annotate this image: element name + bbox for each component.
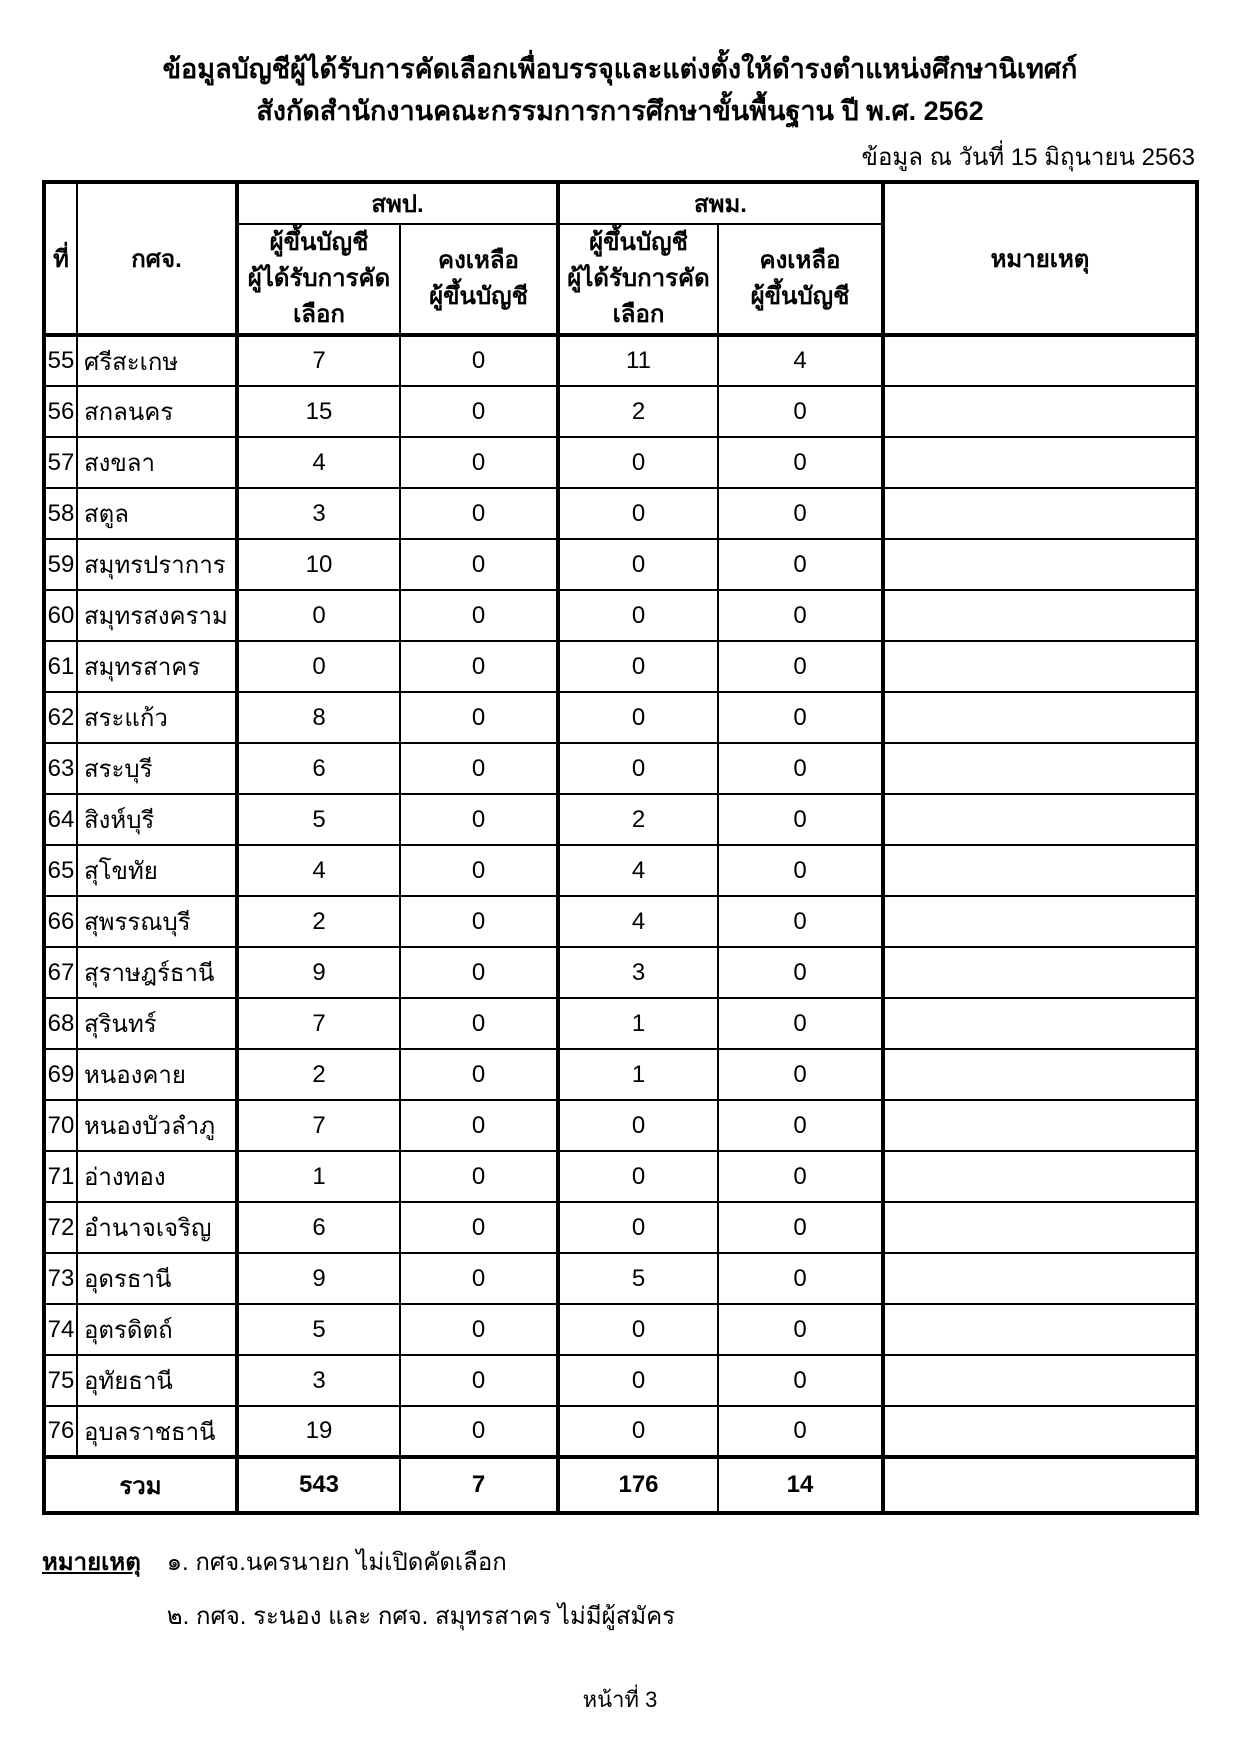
pp-listed-value: 7 bbox=[237, 335, 400, 386]
mm-remaining-value: 0 bbox=[718, 641, 883, 692]
mm-listed-value: 0 bbox=[558, 590, 718, 641]
remark-value bbox=[883, 692, 1197, 743]
row-number: 70 bbox=[44, 1100, 77, 1151]
total-row bbox=[44, 1457, 1197, 1513]
mm-remaining-value: 0 bbox=[718, 1151, 883, 1202]
mm-remaining-value: 0 bbox=[718, 794, 883, 845]
mm-listed-line1: ผู้ขึ้นบัญชี bbox=[589, 229, 688, 256]
table-row bbox=[44, 1253, 1197, 1304]
row-number: 62 bbox=[44, 692, 77, 743]
table-row bbox=[44, 641, 1197, 692]
remark-value bbox=[883, 794, 1197, 845]
table-row bbox=[44, 1100, 1197, 1151]
office-name: อุดรธานี bbox=[77, 1253, 237, 1304]
pp-listed-value: 0 bbox=[237, 590, 400, 641]
row-number: 76 bbox=[44, 1406, 77, 1457]
office-name: สุรินทร์ bbox=[77, 998, 237, 1049]
office-name: สมุทรปราการ bbox=[77, 539, 237, 590]
row-number: 74 bbox=[44, 1304, 77, 1355]
table-row bbox=[44, 947, 1197, 998]
remark-value bbox=[883, 590, 1197, 641]
pp-listed-value: 8 bbox=[237, 692, 400, 743]
pp-remaining-value: 0 bbox=[400, 998, 558, 1049]
mm-remaining-value: 0 bbox=[718, 845, 883, 896]
table-row bbox=[44, 437, 1197, 488]
row-number: 66 bbox=[44, 896, 77, 947]
group-header-primary: สพป. bbox=[237, 182, 558, 224]
mm-remaining-line2: ผู้ขึ้นบัญชี bbox=[750, 283, 850, 310]
mm-remaining-value: 0 bbox=[718, 1406, 883, 1457]
mm-listed-value: 0 bbox=[558, 1151, 718, 1202]
table-row bbox=[44, 1355, 1197, 1406]
pp-listed-value: 4 bbox=[237, 845, 400, 896]
remark-value bbox=[883, 1151, 1197, 1202]
table-row bbox=[44, 743, 1197, 794]
mm-listed-value: 0 bbox=[558, 488, 718, 539]
pp-remaining-value: 0 bbox=[400, 743, 558, 794]
office-name: สตูล bbox=[77, 488, 237, 539]
mm-remaining-value: 0 bbox=[718, 488, 883, 539]
pp-listed-value: 3 bbox=[237, 1355, 400, 1406]
mm-remaining-value: 0 bbox=[718, 437, 883, 488]
pp-remaining-value: 0 bbox=[400, 1406, 558, 1457]
mm-remaining-value: 0 bbox=[718, 386, 883, 437]
pp-listed-value: 6 bbox=[237, 1202, 400, 1253]
remark-value bbox=[883, 1100, 1197, 1151]
pp-remaining-value: 0 bbox=[400, 539, 558, 590]
row-number: 61 bbox=[44, 641, 77, 692]
table-row bbox=[44, 692, 1197, 743]
mm-remaining-value: 0 bbox=[718, 947, 883, 998]
pp-remaining-value: 0 bbox=[400, 1304, 558, 1355]
office-name: อ่างทอง bbox=[77, 1151, 237, 1202]
pp-remaining-line1: คงเหลือ bbox=[438, 247, 519, 274]
total-mm-remaining: 14 bbox=[718, 1457, 883, 1513]
remark-value bbox=[883, 437, 1197, 488]
title-line-1: ข้อมูลบัญชีผู้ได้รับการคัดเลือกเพื่อบรรจุและแต่งตั้งให้ดำรงตำแหน่งศึกษานิเทศก์ bbox=[162, 54, 1078, 84]
pp-listed-value: 7 bbox=[237, 998, 400, 1049]
pp-listed-value: 2 bbox=[237, 896, 400, 947]
total-pp-remaining: 7 bbox=[400, 1457, 558, 1513]
office-name: สระแก้ว bbox=[77, 692, 237, 743]
office-name: สิงห์บุรี bbox=[77, 794, 237, 845]
remark-value bbox=[883, 947, 1197, 998]
remark-value bbox=[883, 386, 1197, 437]
col-header-pp-remaining bbox=[400, 224, 558, 335]
table-row bbox=[44, 539, 1197, 590]
mm-remaining-value: 0 bbox=[718, 590, 883, 641]
total-label: รวม bbox=[44, 1457, 237, 1513]
mm-listed-value: 2 bbox=[558, 794, 718, 845]
table-body bbox=[44, 335, 1197, 1457]
remark-value bbox=[883, 998, 1197, 1049]
mm-listed-value: 11 bbox=[558, 335, 718, 386]
remark-value bbox=[883, 539, 1197, 590]
mm-remaining-value: 0 bbox=[718, 1253, 883, 1304]
table-row bbox=[44, 386, 1197, 437]
mm-listed-value: 0 bbox=[558, 1304, 718, 1355]
pp-remaining-value: 0 bbox=[400, 1253, 558, 1304]
office-name: สกลนคร bbox=[77, 386, 237, 437]
row-number: 75 bbox=[44, 1355, 77, 1406]
mm-listed-value: 3 bbox=[558, 947, 718, 998]
footnote-item-1: ๑. กศจ.นครนายก ไม่เปิดคัดเลือก bbox=[166, 1549, 507, 1576]
pp-remaining-value: 0 bbox=[400, 488, 558, 539]
total-remark bbox=[883, 1457, 1197, 1513]
pp-remaining-value: 0 bbox=[400, 794, 558, 845]
row-number: 55 bbox=[44, 335, 77, 386]
row-number: 72 bbox=[44, 1202, 77, 1253]
total-pp-listed: 543 bbox=[237, 1457, 400, 1513]
office-name: สุโขทัย bbox=[77, 845, 237, 896]
pp-listed-value: 1 bbox=[237, 1151, 400, 1202]
row-number: 56 bbox=[44, 386, 77, 437]
mm-remaining-value: 0 bbox=[718, 1202, 883, 1253]
row-number: 59 bbox=[44, 539, 77, 590]
pp-remaining-value: 0 bbox=[400, 641, 558, 692]
pp-listed-line2: ผู้ได้รับการคัดเลือก bbox=[247, 265, 391, 328]
remark-value bbox=[883, 1253, 1197, 1304]
remark-value bbox=[883, 896, 1197, 947]
pp-listed-line1: ผู้ขึ้นบัญชี bbox=[269, 229, 369, 256]
mm-remaining-value: 0 bbox=[718, 743, 883, 794]
data-as-of-date: ข้อมูล ณ วันที่ 15 มิถุนายน 2563 bbox=[861, 144, 1195, 171]
pp-remaining-value: 0 bbox=[400, 896, 558, 947]
mm-listed-value: 0 bbox=[558, 641, 718, 692]
document-title bbox=[0, 0, 1240, 132]
office-name: สมุทรสงคราม bbox=[77, 590, 237, 641]
row-number: 64 bbox=[44, 794, 77, 845]
office-name: สงขลา bbox=[77, 437, 237, 488]
row-number: 69 bbox=[44, 1049, 77, 1100]
pp-remaining-value: 0 bbox=[400, 692, 558, 743]
remark-value bbox=[883, 743, 1197, 794]
row-number: 63 bbox=[44, 743, 77, 794]
row-number: 57 bbox=[44, 437, 77, 488]
mm-listed-value: 0 bbox=[558, 1406, 718, 1457]
pp-listed-value: 19 bbox=[237, 1406, 400, 1457]
row-number: 73 bbox=[44, 1253, 77, 1304]
mm-remaining-value: 0 bbox=[718, 998, 883, 1049]
mm-listed-value: 4 bbox=[558, 896, 718, 947]
mm-listed-value: 0 bbox=[558, 1202, 718, 1253]
office-name: สุพรรณบุรี bbox=[77, 896, 237, 947]
office-name: สมุทรสาคร bbox=[77, 641, 237, 692]
mm-listed-value: 0 bbox=[558, 743, 718, 794]
remark-value bbox=[883, 845, 1197, 896]
pp-listed-value: 10 bbox=[237, 539, 400, 590]
footnotes-label: หมายเหตุ bbox=[42, 1549, 141, 1576]
pp-remaining-value: 0 bbox=[400, 845, 558, 896]
col-header-pp-listed bbox=[237, 224, 400, 335]
remark-value bbox=[883, 641, 1197, 692]
title-line-2: สังกัดสำนักงานคณะกรรมการการศึกษาขั้นพื้นฐาน ปี พ.ศ. 2562 bbox=[256, 96, 984, 126]
pp-listed-value: 9 bbox=[237, 947, 400, 998]
mm-listed-value: 0 bbox=[558, 692, 718, 743]
mm-listed-value: 1 bbox=[558, 998, 718, 1049]
mm-remaining-value: 0 bbox=[718, 1100, 883, 1151]
table-row bbox=[44, 794, 1197, 845]
col-header-no: ที่ bbox=[44, 182, 77, 335]
mm-listed-value: 0 bbox=[558, 1100, 718, 1151]
col-header-remark: หมายเหตุ bbox=[883, 182, 1197, 335]
pp-remaining-value: 0 bbox=[400, 590, 558, 641]
mm-remaining-value: 0 bbox=[718, 1049, 883, 1100]
pp-listed-value: 4 bbox=[237, 437, 400, 488]
page-number: หน้าที่ 3 bbox=[582, 1687, 658, 1712]
pp-remaining-value: 0 bbox=[400, 1049, 558, 1100]
office-name: อำนาจเจริญ bbox=[77, 1202, 237, 1253]
table-row bbox=[44, 896, 1197, 947]
row-number: 60 bbox=[44, 590, 77, 641]
pp-remaining-value: 0 bbox=[400, 1355, 558, 1406]
pp-listed-value: 7 bbox=[237, 1100, 400, 1151]
pp-listed-value: 3 bbox=[237, 488, 400, 539]
office-name: หนองคาย bbox=[77, 1049, 237, 1100]
row-number: 71 bbox=[44, 1151, 77, 1202]
group-header-secondary: สพม. bbox=[558, 182, 883, 224]
pp-remaining-value: 0 bbox=[400, 386, 558, 437]
mm-remaining-value: 0 bbox=[718, 1355, 883, 1406]
table-row bbox=[44, 335, 1197, 386]
mm-listed-value: 0 bbox=[558, 437, 718, 488]
remark-value bbox=[883, 1355, 1197, 1406]
row-number: 58 bbox=[44, 488, 77, 539]
mm-listed-value: 0 bbox=[558, 539, 718, 590]
mm-remaining-line1: คงเหลือ bbox=[759, 247, 841, 274]
pp-remaining-value: 0 bbox=[400, 1202, 558, 1253]
mm-listed-value: 5 bbox=[558, 1253, 718, 1304]
office-name: ศรีสะเกษ bbox=[77, 335, 237, 386]
pp-remaining-value: 0 bbox=[400, 1100, 558, 1151]
pp-remaining-value: 0 bbox=[400, 947, 558, 998]
table-header bbox=[44, 182, 1197, 335]
mm-remaining-value: 0 bbox=[718, 1304, 883, 1355]
table-row bbox=[44, 1049, 1197, 1100]
total-mm-listed: 176 bbox=[558, 1457, 718, 1513]
pp-remaining-value: 0 bbox=[400, 1151, 558, 1202]
pp-remaining-line2: ผู้ขึ้นบัญชี bbox=[429, 283, 528, 310]
pp-remaining-value: 0 bbox=[400, 437, 558, 488]
pp-listed-value: 15 bbox=[237, 386, 400, 437]
col-header-mm-remaining bbox=[718, 224, 883, 335]
office-name: อุตรดิตถ์ bbox=[77, 1304, 237, 1355]
mm-listed-value: 0 bbox=[558, 1355, 718, 1406]
pp-listed-value: 5 bbox=[237, 794, 400, 845]
footnotes bbox=[42, 1545, 1240, 1653]
row-number: 68 bbox=[44, 998, 77, 1049]
remark-value bbox=[883, 1049, 1197, 1100]
mm-remaining-value: 0 bbox=[718, 896, 883, 947]
row-number: 67 bbox=[44, 947, 77, 998]
mm-remaining-value: 0 bbox=[718, 692, 883, 743]
table-row bbox=[44, 998, 1197, 1049]
table-row bbox=[44, 845, 1197, 896]
pp-remaining-value: 0 bbox=[400, 335, 558, 386]
office-name: สระบุรี bbox=[77, 743, 237, 794]
table-row bbox=[44, 1406, 1197, 1457]
footnote-item-2: ๒. กศจ. ระนอง และ กศจ. สมุทรสาคร ไม่มีผู้สมัคร bbox=[166, 1603, 676, 1630]
remark-value bbox=[883, 1304, 1197, 1355]
table-row bbox=[44, 488, 1197, 539]
mm-listed-value: 1 bbox=[558, 1049, 718, 1100]
mm-remaining-value: 0 bbox=[718, 539, 883, 590]
footnotes-items bbox=[167, 1545, 675, 1653]
pp-listed-value: 5 bbox=[237, 1304, 400, 1355]
office-name: หนองบัวลำภู bbox=[77, 1100, 237, 1151]
remark-value bbox=[883, 1406, 1197, 1457]
col-header-mm-listed bbox=[558, 224, 718, 335]
table-row bbox=[44, 590, 1197, 641]
office-name: อุทัยธานี bbox=[77, 1355, 237, 1406]
office-name: สุราษฎร์ธานี bbox=[77, 947, 237, 998]
table-row bbox=[44, 1202, 1197, 1253]
table-row bbox=[44, 1304, 1197, 1355]
remark-value bbox=[883, 488, 1197, 539]
mm-listed-line2: ผู้ได้รับการคัดเลือก bbox=[567, 265, 710, 328]
selection-results-table bbox=[42, 180, 1199, 1515]
mm-listed-value: 2 bbox=[558, 386, 718, 437]
mm-remaining-value: 4 bbox=[718, 335, 883, 386]
pp-listed-value: 6 bbox=[237, 743, 400, 794]
office-name: อุบลราชธานี bbox=[77, 1406, 237, 1457]
pp-listed-value: 2 bbox=[237, 1049, 400, 1100]
pp-listed-value: 0 bbox=[237, 641, 400, 692]
pp-listed-value: 9 bbox=[237, 1253, 400, 1304]
mm-listed-value: 4 bbox=[558, 845, 718, 896]
col-header-office: กศจ. bbox=[77, 182, 237, 335]
row-number: 65 bbox=[44, 845, 77, 896]
table-row bbox=[44, 1151, 1197, 1202]
remark-value bbox=[883, 335, 1197, 386]
remark-value bbox=[883, 1202, 1197, 1253]
